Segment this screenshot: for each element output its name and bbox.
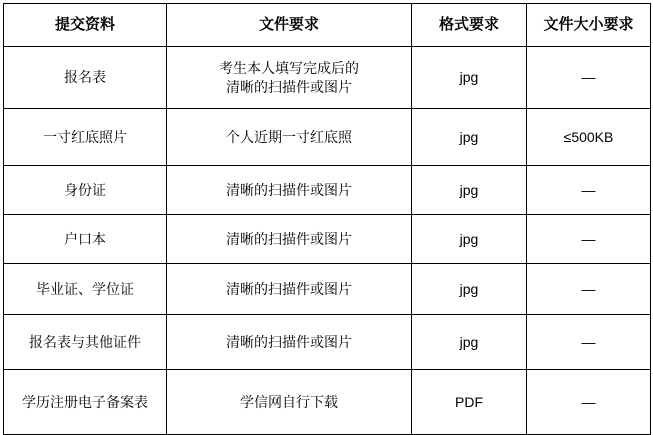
cell-file-requirement: 清晰的扫描件或图片 xyxy=(167,166,412,215)
table-header-row xyxy=(4,4,651,47)
cell-size: ≤500KB xyxy=(527,109,651,166)
cell-file-requirement: 学信网自行下载 xyxy=(167,370,412,435)
requirements-table xyxy=(3,3,651,435)
cell-format: PDF xyxy=(412,370,527,435)
cell-material: 毕业证、学位证 xyxy=(4,264,167,315)
cell-material: 身份证 xyxy=(4,166,167,215)
cell-size: — xyxy=(527,47,651,109)
cell-size: — xyxy=(527,264,651,315)
cell-material: 户口本 xyxy=(4,215,167,264)
column-header-format-requirement: 格式要求 xyxy=(412,4,527,47)
cell-material: 报名表与其他证件 xyxy=(4,315,167,370)
cell-format: jpg xyxy=(412,264,527,315)
column-header-file-requirement: 文件要求 xyxy=(167,4,412,47)
cell-format: jpg xyxy=(412,47,527,109)
cell-format: jpg xyxy=(412,315,527,370)
table-row xyxy=(4,315,651,370)
cell-file-requirement: 清晰的扫描件或图片 xyxy=(167,264,412,315)
table-row xyxy=(4,264,651,315)
requirement-line-1: 考生本人填写完成后的 xyxy=(219,59,359,76)
cell-format: jpg xyxy=(412,166,527,215)
cell-file-requirement: 个人近期一寸红底照 xyxy=(167,109,412,166)
cell-format: jpg xyxy=(412,109,527,166)
cell-file-requirement: 清晰的扫描件或图片 xyxy=(167,215,412,264)
cell-file-requirement xyxy=(167,47,412,109)
column-header-material: 提交资料 xyxy=(4,4,167,47)
column-header-size-requirement: 文件大小要求 xyxy=(527,4,651,47)
table-row xyxy=(4,109,651,166)
table-row xyxy=(4,370,651,435)
requirement-line-2: 清晰的扫描件或图片 xyxy=(226,78,352,95)
cell-size: — xyxy=(527,166,651,215)
table-row xyxy=(4,215,651,264)
document-page xyxy=(0,3,653,415)
table-row xyxy=(4,166,651,215)
cell-material: 学历注册电子备案表 xyxy=(4,370,167,435)
cell-material: 报名表 xyxy=(4,47,167,109)
table-header xyxy=(4,4,651,47)
cell-size: — xyxy=(527,215,651,264)
table-row xyxy=(4,47,651,109)
cell-format: jpg xyxy=(412,215,527,264)
cell-file-requirement: 清晰的扫描件或图片 xyxy=(167,315,412,370)
cell-size: — xyxy=(527,370,651,435)
table-body xyxy=(4,47,651,435)
cell-material: 一寸红底照片 xyxy=(4,109,167,166)
cell-size: — xyxy=(527,315,651,370)
